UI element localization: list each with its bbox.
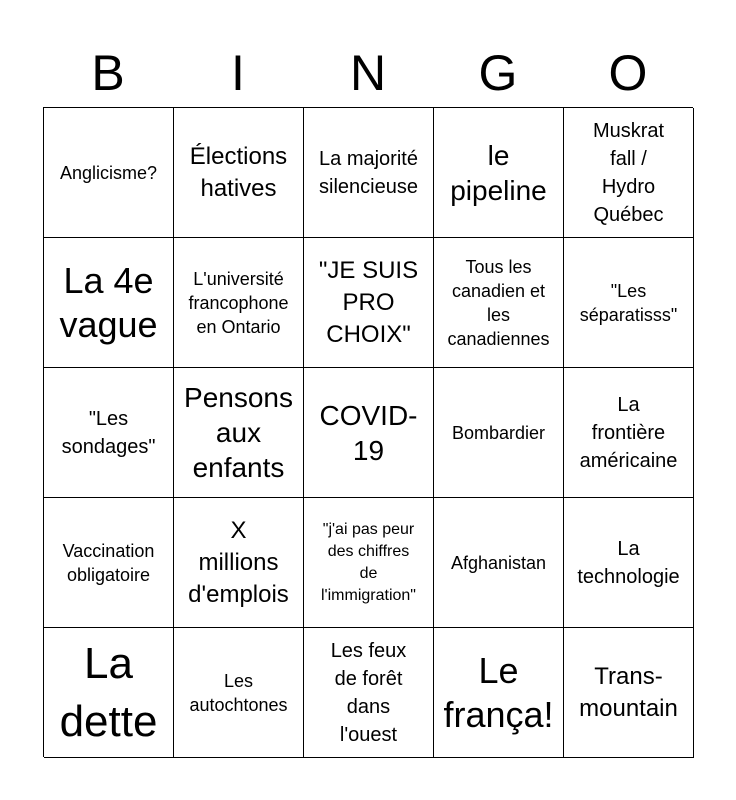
cell-label: Trans- mountain — [579, 662, 678, 722]
bingo-cell-r5c4[interactable] — [434, 628, 564, 758]
cell-label: La 4e vague — [59, 259, 158, 345]
cell-label: Tous les canadien et les canadiennes — [447, 256, 550, 349]
cell-label: "JE SUIS PRO CHOIX" — [318, 256, 419, 348]
bingo-cell-r2c1[interactable] — [44, 238, 174, 368]
bingo-cell-r5c3[interactable] — [304, 628, 434, 758]
bingo-cell-r3c4[interactable] — [434, 368, 564, 498]
bingo-card-grid — [43, 107, 693, 757]
bingo-cell-r4c4[interactable] — [434, 498, 564, 628]
bingo-header — [43, 42, 693, 104]
bingo-cell-r2c3[interactable] — [304, 238, 434, 368]
cell-label: le pipeline — [450, 139, 547, 206]
cell-label: Le frança! — [443, 649, 554, 735]
cell-label: La frontière américaine — [579, 393, 678, 472]
cell-label: X millions d'emplois — [188, 516, 289, 608]
bingo-cell-r1c3[interactable] — [304, 108, 434, 238]
cell-label: Pensons aux enfants — [184, 382, 293, 483]
cell-label: Anglicisme? — [59, 162, 158, 183]
bingo-cell-r3c3[interactable] — [304, 368, 434, 498]
bingo-cell-r1c2[interactable] — [174, 108, 304, 238]
bingo-cell-r4c2[interactable] — [174, 498, 304, 628]
bingo-cell-r5c1[interactable] — [44, 628, 174, 758]
cell-label: La majorité silencieuse — [319, 147, 418, 198]
header-letter-g: G — [478, 45, 518, 101]
cell-label: Les autochtones — [189, 670, 288, 715]
bingo-cell-r5c2[interactable] — [174, 628, 304, 758]
cell-label: COVID- 19 — [319, 399, 418, 466]
bingo-cell-r1c5[interactable] — [564, 108, 694, 238]
bingo-cell-r2c2[interactable] — [174, 238, 304, 368]
cell-label: Les feux de forêt dans l'ouest — [330, 639, 407, 746]
cell-label: Bombardier — [451, 422, 546, 443]
bingo-cell-r5c5[interactable] — [564, 628, 694, 758]
header-letter-o: O — [608, 45, 648, 101]
cell-label: Afghanistan — [450, 552, 547, 573]
bingo-cell-r1c4[interactable] — [434, 108, 564, 238]
header-letter-i: I — [231, 45, 245, 101]
cell-label: L'université francophone en Ontario — [188, 268, 289, 337]
bingo-cell-r2c5[interactable] — [564, 238, 694, 368]
cell-label: Vaccination obligatoire — [62, 540, 155, 585]
bingo-cell-r4c3[interactable] — [304, 498, 434, 628]
cell-label: Élections hatives — [189, 142, 288, 202]
cell-label: La technologie — [577, 537, 680, 588]
bingo-cell-r4c5[interactable] — [564, 498, 694, 628]
bingo-cell-r4c1[interactable] — [44, 498, 174, 628]
bingo-cell-r1c1[interactable] — [44, 108, 174, 238]
bingo-cell-r3c1[interactable] — [44, 368, 174, 498]
cell-label: Muskrat fall / Hydro Québec — [592, 119, 665, 226]
header-letter-n: N — [349, 45, 387, 101]
header-letter-b: B — [91, 45, 125, 101]
cell-label: La dette — [59, 638, 158, 746]
bingo-cell-r2c4[interactable] — [434, 238, 564, 368]
bingo-cell-r3c2[interactable] — [174, 368, 304, 498]
bingo-cell-r3c5[interactable] — [564, 368, 694, 498]
cell-label: "Les sondages" — [61, 407, 156, 458]
cell-label: "j'ai pas peur des chiffres de l'immigration" — [321, 520, 416, 604]
cell-label: "Les séparatisss" — [579, 280, 678, 325]
